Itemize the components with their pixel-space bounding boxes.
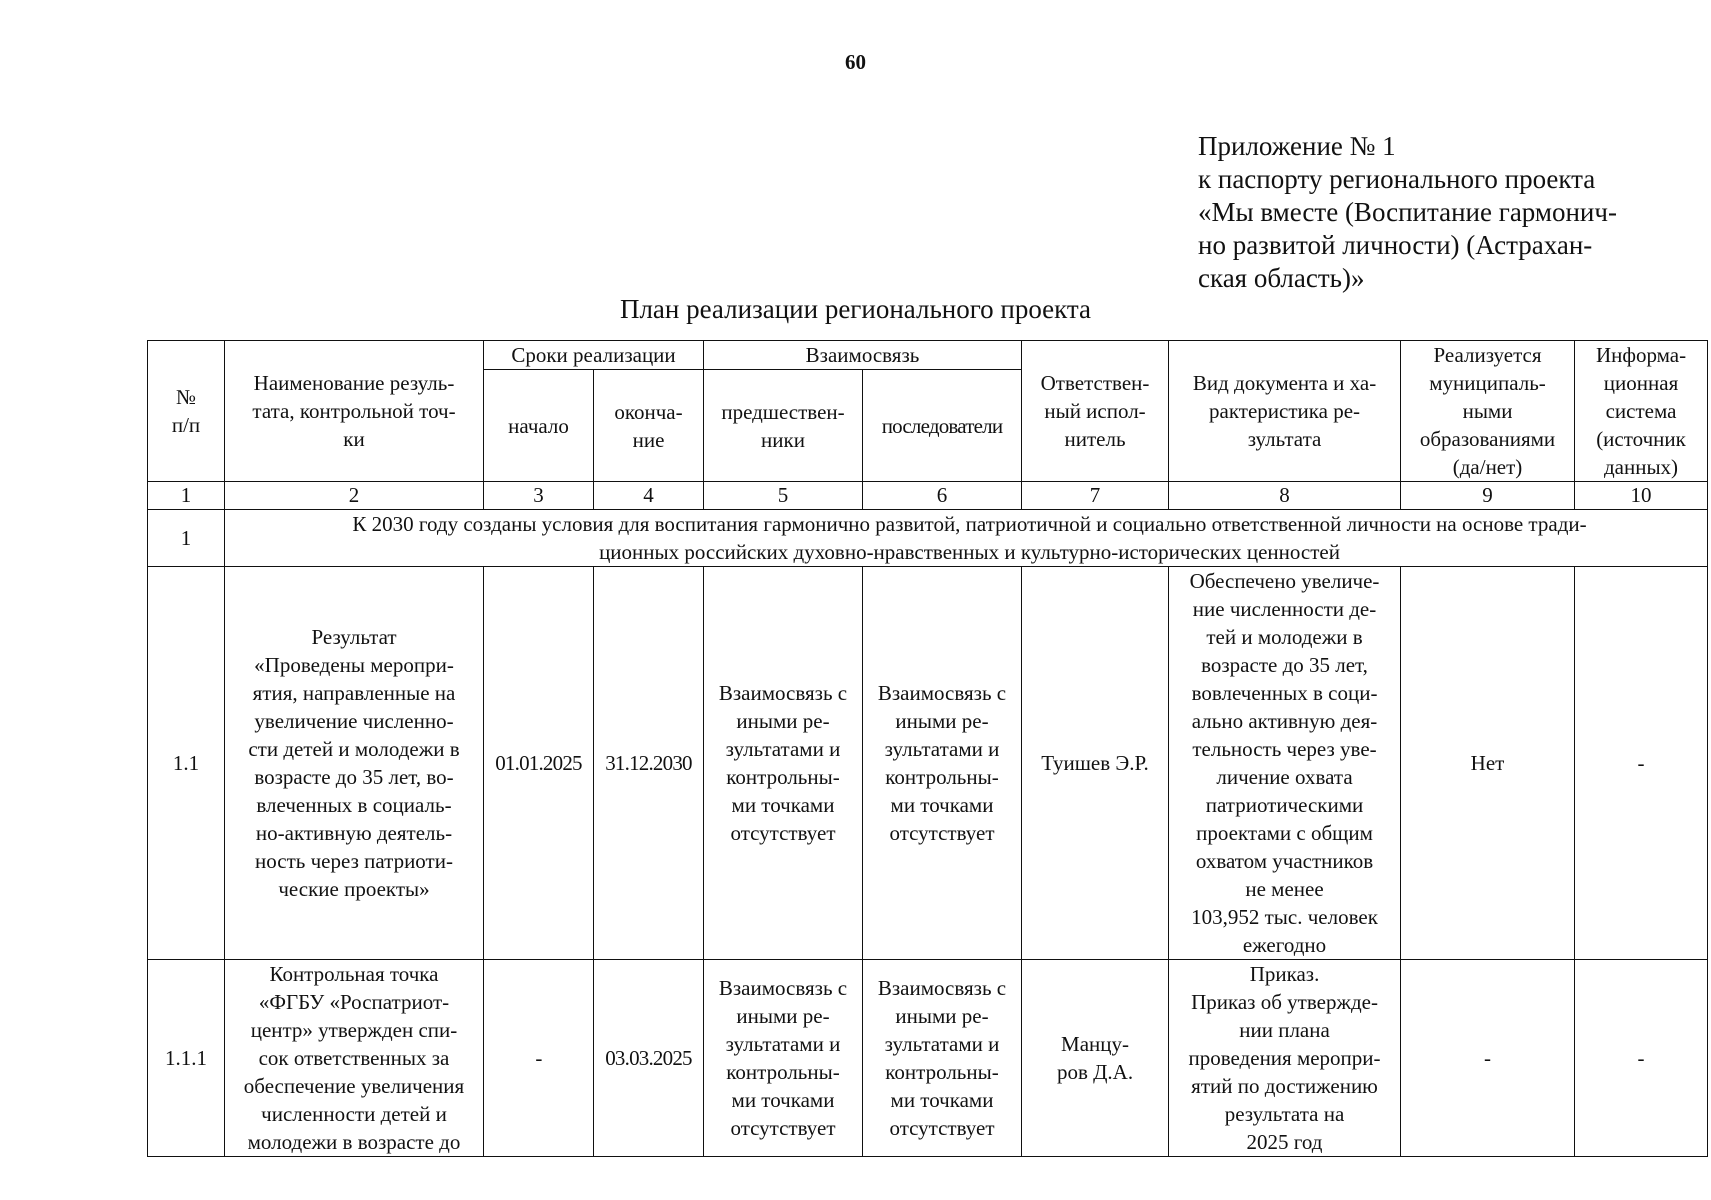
cell-line: патриотическими [1205, 793, 1364, 817]
cell-line: Взаимосвязь с [718, 976, 848, 1000]
row-infosystem: - [1575, 960, 1708, 1157]
appendix-line: «Мы вместе (Воспитание гармонич- [1198, 197, 1617, 227]
cell-line: «ФГБУ «Роспатриот- [258, 990, 450, 1014]
cell-line: молодежи в возрасте до [247, 1130, 461, 1154]
cell-line: контрольны- [726, 765, 840, 789]
header-text: муниципаль- [1429, 371, 1546, 395]
cell-line: Приказ об утвержде- [1191, 990, 1378, 1014]
header-text: ционная [1603, 371, 1679, 395]
column-number: 7 [1022, 482, 1169, 510]
column-number-row [148, 482, 1708, 510]
goal-num: 1 [148, 510, 225, 567]
cell-line: ми точками [890, 793, 994, 817]
row-responsible [1022, 567, 1169, 960]
cell-line: влеченных в социаль- [256, 793, 452, 817]
column-number: 10 [1575, 482, 1708, 510]
page-number: 60 [845, 50, 866, 74]
cell-line: Обеспечено увеличе- [1189, 569, 1380, 593]
cell-line: отсутствует [889, 1116, 995, 1140]
cell-line: ми точками [731, 793, 835, 817]
cell-line: иными ре- [736, 1004, 830, 1028]
row-end: 03.03.2025 [594, 960, 704, 1157]
cell-line: вовлеченных в соци- [1191, 681, 1378, 705]
cell-line: «Проведены меропри- [254, 653, 454, 677]
header-text: Вид документа и ха- [1192, 371, 1377, 395]
row-followers [863, 960, 1022, 1157]
cell-line: увеличение численно- [254, 709, 454, 733]
cell-line: тей и молодежи в [1206, 625, 1363, 649]
header-text: зультата [1247, 427, 1322, 451]
row-end: 31.12.2030 [594, 567, 704, 960]
row-municipal: - [1401, 960, 1575, 1157]
cell-line: центр» утвержден спи- [250, 1018, 458, 1042]
cell-line: Взаимосвязь с [718, 681, 848, 705]
appendix-line: но развитой личности) (Астрахан- [1198, 230, 1593, 260]
cell-line: ежегодно [1242, 933, 1327, 957]
header-text: ние [632, 427, 665, 452]
header-relation: Взаимосвязь [704, 341, 1022, 370]
appendix-line: к паспорту регионального проекта [1198, 164, 1596, 194]
plan-title: План реализации регионального проекта [619, 294, 1092, 324]
header-terms: Сроки реализации [484, 341, 704, 370]
header-text: ки [343, 427, 365, 451]
header-end [594, 370, 704, 482]
header-text: № [175, 385, 197, 409]
cell-line: иными ре- [895, 1004, 989, 1028]
cell-line: сок ответственных за [258, 1046, 450, 1070]
cell-line: отсутствует [730, 821, 836, 845]
cell-line: иными ре- [736, 709, 830, 733]
header-row-1 [148, 341, 1708, 370]
goal-row [148, 510, 1708, 567]
cell-line: зультатами и [725, 1032, 841, 1056]
header-document [1169, 341, 1401, 482]
row-start: 01.01.2025 [484, 567, 594, 960]
cell-line: тельность через уве- [1192, 737, 1377, 761]
cell-line: отсутствует [730, 1116, 836, 1140]
header-responsible [1022, 341, 1169, 482]
cell-line: возрасте до 35 лет, во- [254, 765, 454, 789]
row-followers [863, 567, 1022, 960]
column-number: 5 [704, 482, 863, 510]
column-number: 6 [863, 482, 1022, 510]
row-start: - [484, 960, 594, 1157]
cell-line: нии плана [1239, 1018, 1330, 1042]
header-text: данных) [1603, 455, 1679, 479]
header-text: оконча- [614, 399, 683, 424]
row-infosystem: - [1575, 567, 1708, 960]
header-start: начало [484, 370, 594, 482]
column-number: 9 [1401, 482, 1575, 510]
row-num: 1.1 [148, 567, 225, 960]
cell-line: ми точками [890, 1088, 994, 1112]
row-name [225, 567, 484, 960]
header-text: (да/нет) [1452, 455, 1523, 479]
cell-line: Контрольная точка [269, 962, 439, 986]
cell-line: личение охвата [1216, 765, 1353, 789]
header-text: (источник [1596, 427, 1686, 451]
cell-line: зультатами и [884, 1032, 1000, 1056]
goal-text [225, 510, 1708, 567]
header-name [225, 341, 484, 482]
header-text: предшествен- [721, 399, 845, 424]
cell-line: Результат [311, 625, 397, 649]
table-row [148, 960, 1708, 1157]
header-municipal [1401, 341, 1575, 482]
row-document [1169, 960, 1401, 1157]
cell-line: Взаимосвязь с [877, 976, 1007, 1000]
header-text: Реализуется [1433, 343, 1542, 367]
appendix-line: Приложение № 1 [1198, 131, 1396, 161]
cell-line: ческие проекты» [278, 877, 430, 901]
cell-line: но-активную деятель- [255, 821, 453, 845]
cell-line: обеспечение увеличения [243, 1074, 465, 1098]
column-number: 3 [484, 482, 594, 510]
cell-line: возрасте до 35 лет, [1201, 653, 1368, 677]
header-text: рактеристика ре- [1209, 399, 1361, 423]
header-text: тата, контрольной точ- [252, 399, 456, 423]
cell-line: 2025 год [1246, 1130, 1323, 1154]
header-text: ники [761, 427, 805, 452]
cell-line: не менее [1245, 877, 1324, 901]
cell-line: проведения меропри- [1188, 1046, 1381, 1070]
column-number: 4 [594, 482, 704, 510]
cell-line: иными ре- [895, 709, 989, 733]
cell-line: Туишев Э.Р. [1041, 751, 1149, 775]
row-name [225, 960, 484, 1157]
header-num [148, 341, 225, 482]
cell-line: ятия, направленные на [252, 681, 456, 705]
header-text: ный испол- [1044, 399, 1146, 423]
row-num: 1.1.1 [148, 960, 225, 1157]
cell-line: численности детей и [261, 1102, 447, 1126]
cell-line: результата на [1224, 1102, 1345, 1126]
cell-line: зультатами и [884, 737, 1000, 761]
row-responsible [1022, 960, 1169, 1157]
appendix-note [1198, 130, 1668, 295]
cell-line: Приказ. [1249, 962, 1320, 986]
cell-line: 103,952 тыс. человек [1191, 905, 1378, 929]
row-predecessors [704, 567, 863, 960]
cell-line: охватом участников [1195, 849, 1374, 873]
cell-line: контрольны- [726, 1060, 840, 1084]
header-text: образованиями [1419, 427, 1556, 451]
header-text: ными [1462, 399, 1513, 423]
column-number: 1 [148, 482, 225, 510]
row-document [1169, 567, 1401, 960]
header-text: система [1605, 399, 1677, 423]
cell-line: ми точками [731, 1088, 835, 1112]
column-number: 8 [1169, 482, 1401, 510]
goal-line: К 2030 году созданы условия для воспитания гармонично развитой, патриотичной и социально ответственной личности на основе тради- [352, 512, 1587, 536]
column-number: 2 [225, 482, 484, 510]
header-text: Ответствен- [1040, 371, 1150, 395]
cell-line: сти детей и молодежи в [248, 737, 460, 761]
header-text: нитель [1064, 427, 1126, 451]
goal-line: ционных российских духовно-нравственных и культурно-исторических ценностей [599, 540, 1340, 564]
cell-line: отсутствует [889, 821, 995, 845]
header-infosystem [1575, 341, 1708, 482]
cell-line: контрольны- [885, 1060, 999, 1084]
cell-line: контрольны- [885, 765, 999, 789]
header-text: п/п [171, 413, 201, 437]
header-predecessors [704, 370, 863, 482]
cell-line: Взаимосвязь с [877, 681, 1007, 705]
cell-line: ность через патриоти- [255, 849, 453, 873]
row-municipal: Нет [1401, 567, 1575, 960]
header-text: Наименование резуль- [253, 371, 455, 395]
cell-line: Манцу- [1061, 1032, 1129, 1056]
cell-line: ятий по достижению [1191, 1074, 1378, 1098]
cell-line: ров Д.А. [1056, 1060, 1134, 1084]
cell-line: проектами с общим [1196, 821, 1373, 845]
plan-table [147, 340, 1708, 1157]
cell-line: ально активную дея- [1191, 709, 1378, 733]
header-text: Информа- [1595, 343, 1687, 367]
cell-line: зультатами и [725, 737, 841, 761]
row-predecessors [704, 960, 863, 1157]
table-row [148, 567, 1708, 960]
header-followers: последователи [863, 370, 1022, 482]
appendix-line: ская область)» [1198, 263, 1365, 293]
cell-line: ние численности де- [1192, 597, 1377, 621]
